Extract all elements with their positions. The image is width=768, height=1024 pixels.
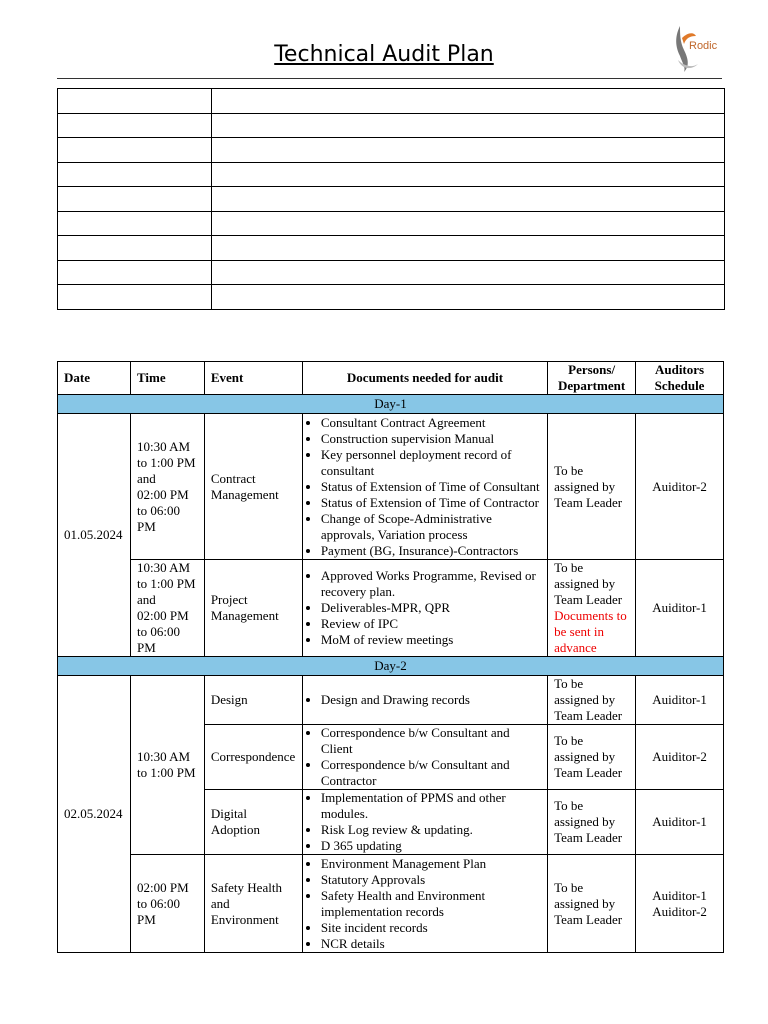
info-label-cell: [58, 260, 212, 285]
event-line: Design: [210, 692, 248, 707]
documents-cell: [302, 560, 547, 657]
info-value-cell: [212, 260, 725, 285]
persons-line: assigned by: [554, 749, 616, 764]
persons-cell: [548, 560, 636, 657]
persons-header-line: Persons/: [568, 362, 616, 377]
persons-cell: [548, 855, 636, 953]
day-label: Day-2: [58, 657, 724, 676]
info-row: [58, 162, 725, 187]
event-cell: [204, 414, 302, 560]
persons-line: To be: [554, 879, 584, 895]
time-line: to 06:00: [136, 895, 180, 911]
document-item: • Approved Works Programme, Revised or recovery plan.: [321, 568, 541, 600]
document-item: • Statutory Approvals: [321, 872, 541, 888]
info-label-cell: [58, 89, 212, 114]
document-item: • Review of IPC: [321, 616, 541, 632]
info-value-cell: [212, 138, 725, 163]
persons-line: assigned by: [554, 576, 616, 591]
persons-line: assigned by: [554, 692, 616, 707]
document-item: • Site incident records: [321, 920, 541, 936]
persons-line: To be: [554, 560, 584, 575]
document-item: • Safety Health and Environment implementation records: [321, 888, 541, 920]
persons-line: To be: [554, 676, 584, 691]
info-row: [58, 89, 725, 114]
auditor-line: Auiditor-1: [652, 600, 707, 615]
plan-header-row: [58, 362, 724, 395]
document-item: • Risk Log review & updating.: [321, 822, 541, 838]
event-cell: [204, 676, 302, 725]
audit-plan-table: [57, 361, 724, 953]
event-cell: [204, 725, 302, 790]
auditor-cell: [636, 790, 724, 855]
event-cell: [204, 855, 302, 953]
info-value-cell: [212, 89, 725, 114]
info-value-cell: [212, 162, 725, 187]
table-row: [58, 676, 724, 725]
col-date-header: Date: [58, 362, 131, 395]
info-row: [58, 211, 725, 236]
event-line: Project: [210, 592, 248, 607]
col-persons-header: [548, 362, 636, 395]
time-line: to 1:00 PM: [136, 576, 196, 591]
auditors-header-line: Auditors: [654, 362, 705, 377]
persons-cell: [548, 414, 636, 560]
persons-note-line: be sent in: [554, 624, 604, 639]
time-cell: [130, 560, 204, 657]
auditor-cell: [636, 560, 724, 657]
time-line: 10:30 AM: [136, 560, 191, 575]
persons-line: To be: [554, 733, 584, 748]
document-item: • Environment Management Plan: [321, 856, 541, 872]
persons-note-line: advance: [554, 640, 597, 655]
auditor-cell: [636, 725, 724, 790]
document-item: • Status of Extension of Time of Contractor: [321, 495, 541, 511]
col-time-header: Time: [130, 362, 204, 395]
documents-cell: [302, 790, 547, 855]
auditor-cell: [636, 855, 724, 953]
header-info-table: [57, 88, 725, 310]
document-item: • NCR details: [321, 936, 541, 952]
info-label-cell: [58, 162, 212, 187]
title-divider: [57, 78, 722, 79]
time-cell: [130, 414, 204, 560]
persons-line: Team Leader: [554, 765, 623, 780]
date-cell: 02.05.2024: [58, 676, 131, 953]
documents-cell: [302, 855, 547, 953]
info-row: [58, 260, 725, 285]
documents-cell: [302, 725, 547, 790]
time-cell: [130, 855, 204, 953]
persons-line: assigned by: [554, 478, 616, 494]
document-item: • Consultant Contract Agreement: [321, 415, 541, 431]
documents-list: [309, 692, 541, 708]
table-row: [58, 855, 724, 953]
col-documents-header: Documents needed for audit: [302, 362, 547, 395]
info-row: [58, 236, 725, 261]
auditor-line: Auiditor-1: [652, 814, 707, 829]
documents-cell: [302, 414, 547, 560]
documents-list: [309, 790, 541, 854]
time-cell: [130, 676, 204, 855]
persons-line: assigned by: [554, 814, 616, 829]
event-line: Digital: [210, 806, 247, 821]
event-cell: [204, 560, 302, 657]
day-row: [58, 657, 724, 676]
document-item: • Change of Scope-Administrative approvals, Variation process: [321, 511, 541, 543]
document-item: • Status of Extension of Time of Consultant: [321, 479, 541, 495]
document-item: • Correspondence b/w Consultant and Contractor: [321, 757, 541, 789]
info-value-cell: [212, 211, 725, 236]
info-label-cell: [58, 113, 212, 138]
time-line: and: [136, 470, 156, 486]
info-label-cell: [58, 285, 212, 310]
time-line: to 1:00 PM: [136, 454, 196, 470]
documents-list: [309, 568, 541, 648]
event-line: Management: [210, 608, 279, 623]
document-item: • MoM of review meetings: [321, 632, 541, 648]
table-row: [58, 414, 724, 560]
table-row: [58, 560, 724, 657]
time-line: 10:30 AM: [136, 749, 191, 764]
date-cell: 01.05.2024: [58, 414, 131, 657]
auditor-line: Auiditor-2: [652, 749, 707, 764]
event-line: Correspondence: [210, 749, 296, 764]
event-line: Safety Health: [210, 879, 282, 895]
info-value-cell: [212, 113, 725, 138]
info-label-cell: [58, 211, 212, 236]
info-row: [58, 113, 725, 138]
persons-line: Team Leader: [554, 911, 623, 927]
day-label: Day-1: [58, 395, 724, 414]
day-row: [58, 395, 724, 414]
persons-cell: [548, 725, 636, 790]
auditor-line: Auiditor-1: [652, 887, 707, 903]
persons-line: Team Leader: [554, 708, 623, 723]
info-value-cell: [212, 236, 725, 261]
event-line: and: [210, 895, 230, 911]
document-item: • Payment (BG, Insurance)-Contractors: [321, 543, 541, 559]
persons-cell: [548, 676, 636, 725]
document-item: • Design and Drawing records: [321, 692, 541, 708]
documents-list: [309, 415, 541, 559]
auditor-cell: [636, 414, 724, 560]
auditor-line: Auiditor-2: [652, 478, 707, 494]
time-line: PM: [136, 640, 156, 655]
time-line: and: [136, 592, 156, 607]
info-label-cell: [58, 138, 212, 163]
persons-line: Team Leader: [554, 494, 623, 510]
document-item: • Deliverables-MPR, QPR: [321, 600, 541, 616]
info-value-cell: [212, 187, 725, 212]
document-item: • Key personnel deployment record of consultant: [321, 447, 541, 479]
persons-line: To be: [554, 462, 584, 478]
time-line: 02:00 PM: [136, 486, 189, 502]
documents-cell: [302, 676, 547, 725]
auditors-header-line: Schedule: [654, 378, 705, 393]
logo-wordmark: Rodic: [689, 40, 718, 52]
info-row: [58, 285, 725, 310]
document-item: • Construction supervision Manual: [321, 431, 541, 447]
document-item: • D 365 updating: [321, 838, 541, 854]
persons-line: assigned by: [554, 895, 616, 911]
time-line: PM: [136, 911, 156, 927]
document-item: • Implementation of PPMS and other modules.: [321, 790, 541, 822]
documents-list: [309, 856, 541, 952]
event-line: Environment: [210, 911, 279, 927]
info-label-cell: [58, 236, 212, 261]
time-line: PM: [136, 518, 156, 534]
col-auditors-header: [636, 362, 724, 395]
event-line: Contract: [210, 470, 256, 486]
auditor-line: Auiditor-2: [652, 903, 707, 919]
persons-line: Team Leader: [554, 592, 623, 607]
time-line: 10:30 AM: [136, 438, 191, 454]
time-line: to 06:00: [136, 624, 180, 639]
time-line: to 1:00 PM: [136, 765, 196, 780]
documents-list: [309, 725, 541, 789]
persons-line: To be: [554, 798, 584, 813]
info-row: [58, 187, 725, 212]
event-cell: [204, 790, 302, 855]
event-line: Adoption: [210, 822, 260, 837]
persons-header-line: Department: [558, 378, 626, 393]
auditor-line: Auiditor-1: [652, 692, 707, 707]
document-title: Technical Audit Plan: [274, 42, 494, 67]
info-row: [58, 138, 725, 163]
persons-note-line: Documents to: [554, 608, 627, 623]
time-line: to 06:00: [136, 502, 180, 518]
document-item: • Correspondence b/w Consultant and Client: [321, 725, 541, 757]
persons-cell: [548, 790, 636, 855]
info-label-cell: [58, 187, 212, 212]
time-line: 02:00 PM: [136, 879, 189, 895]
auditor-cell: [636, 676, 724, 725]
event-line: Management: [210, 486, 279, 502]
persons-line: Team Leader: [554, 830, 623, 845]
col-event-header: Event: [204, 362, 302, 395]
info-value-cell: [212, 285, 725, 310]
time-line: 02:00 PM: [136, 608, 189, 623]
